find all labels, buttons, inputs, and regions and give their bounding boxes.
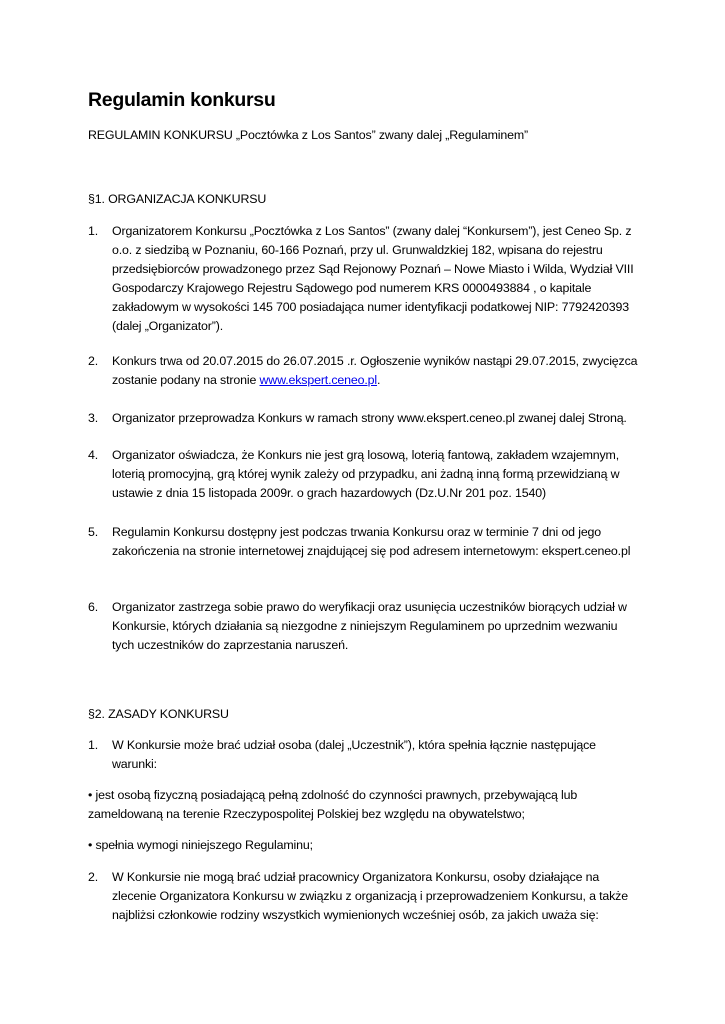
item-text: Organizator oświadcza, że Konkurs nie jest grą losową, loterią fantową, zakładem wzajemnym, loterią promocyjną, grą której wynik zależy od przypadku, ani żadną inną formą przewidzianą w ustawie z dnia 15 listopada 2009r. o grach hazardowych (Dz.U.Nr 201 poz. 1540) [112, 448, 620, 500]
item-text: Organizatorem Konkursu „Pocztówka z Los Santos” (zwany dalej “Konkursem”), jest Ceneo Sp. z o.o. z siedzibą w Poznaniu, 60-166 Poznań, przy ul. Grunwaldzkiej 182, wpisana do rejestru przedsiębiorców prowadzonego przez Sąd Rejonowy Poznań – Nowe Miasto i Wilda, Wydział VIII Gospodarczy Krajowego Rejestru Sądowego pod numerem KRS 0000493884 , o kapitale zakładowym w wysokości 145 700 posiadająca numer identyfikacji podatkowej NIP: 7792420393 (dalej „Organizator”). [112, 224, 634, 333]
ekspert-link[interactable]: www.ekspert.ceneo.pl [259, 373, 378, 387]
item-text: Regulamin Konkursu dostępny jest podczas trwania Konkursu oraz w terminie 7 dni od jego zakończenia na stronie internetowej znajdującej się pod adresem internetowym: ekspert.ceneo.pl [112, 525, 631, 558]
item-text-body: Konkurs trwa od 20.07.2015 do 26.07.2015 .r. Ogłoszenie wyników nastąpi 29.07.2015, zwycięzca zostanie podany na stronie [112, 354, 638, 387]
item-text [112, 352, 640, 390]
bullet-item: • jest osobą fizyczną posiadającą pełną zdolność do czynności prawnych, przebywającą lub zameldowaną na terenie Rzeczypospolitej Polskiej bez względu na obywatelstwo; [88, 788, 578, 821]
document-title: Regulamin konkursu [88, 89, 276, 111]
section-1-item-3 [88, 409, 640, 428]
item-text: Organizator zastrzega sobie prawo do weryfikacji oraz usunięcia uczestników biorących udział w Konkursie, których działania są niezgodne z niniejszym Regulaminem po uprzednim wezwaniu tych uczestników do zaprzestania naruszeń. [112, 600, 627, 652]
section-1-item-6 [88, 598, 640, 655]
section-2-item-2 [88, 868, 640, 925]
bullet-item: • spełnia wymogi niniejszego Regulaminu; [88, 838, 313, 852]
section-2-item-1 [88, 736, 640, 774]
section-2-heading: §2. ZASADY KONKURSU [88, 707, 229, 721]
section-1-item-1 [88, 222, 640, 336]
item-text-end: . [377, 373, 381, 387]
item-number: 1. [88, 738, 99, 752]
item-text: W Konkursie nie mogą brać udział pracownicy Organizatora Konkursu, osoby działające na zlecenie Organizatora Konkursu w związku z organizacją i przeprowadzeniem Konkursu, a także najbliżsi członkowie rodziny wszystkich wymienionych wcześniej osób, za jakich uważa się: [112, 870, 628, 922]
item-number: 1. [88, 224, 99, 238]
item-number: 2. [88, 870, 99, 884]
item-number: 3. [88, 411, 99, 425]
section-1-item-5 [88, 523, 640, 561]
section-1-item-4 [88, 446, 640, 503]
document-subtitle: REGULAMIN KONKURSU „Pocztówka z Los Santos” zwany dalej „Regulaminem” [88, 128, 528, 142]
item-number: 4. [88, 448, 99, 462]
section-1-heading: §1. ORGANIZACJA KONKURSU [88, 192, 267, 206]
item-text: W Konkursie może brać udział osoba (dalej „Uczestnik”), która spełnia łącznie następujące warunki: [112, 738, 596, 771]
item-number: 5. [88, 525, 99, 539]
item-number: 2. [88, 354, 99, 368]
item-text: Organizator przeprowadza Konkurs w ramach strony www.ekspert.ceneo.pl zwanej dalej Stroną. [112, 411, 627, 425]
section-1-item-2 [88, 352, 640, 390]
item-number: 6. [88, 600, 99, 614]
